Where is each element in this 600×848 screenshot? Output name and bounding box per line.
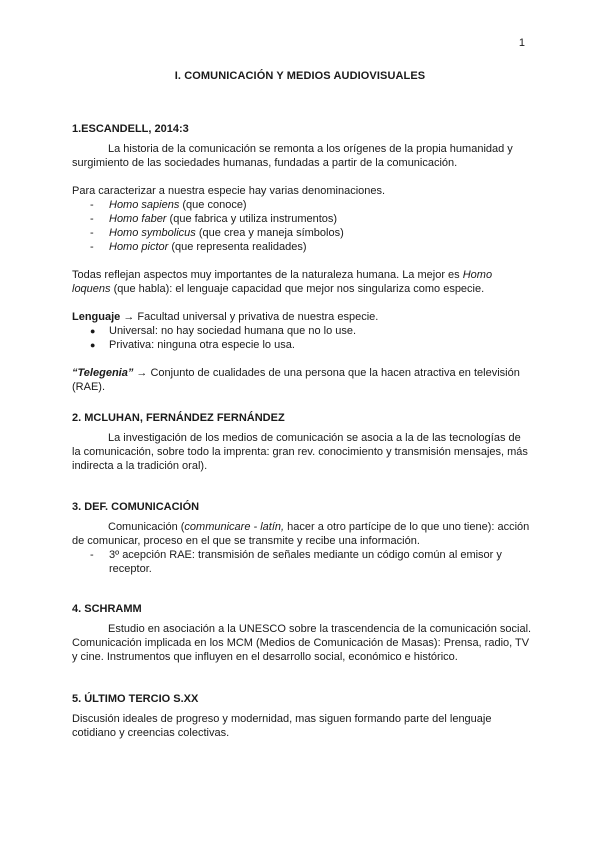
telegenia-definition: “Telegenia” → Conjunto de cualidades de una persona que la hacen atractiva en televisión (RAE). — [72, 367, 520, 393]
section-5 — [72, 692, 532, 740]
section-2-heading: 2. MCLUHAN, FERNÁNDEZ FERNÁNDEZ — [72, 412, 285, 424]
section-2 — [72, 411, 532, 473]
list-item: - Homo faber (que fabrica y utiliza instrumentos) — [90, 213, 338, 225]
list-item: - Homo symbolicus (que crea y maneja símbolos) — [90, 227, 344, 239]
section-1-heading: 1.ESCANDELL, 2014:3 — [72, 123, 189, 135]
document-title: I. COMUNICACIÓN Y MEDIOS AUDIOVISUALES — [174, 70, 426, 82]
denominations-list — [72, 198, 532, 254]
section-3-paragraph: Comunicación (communicare - latín, hacer a otro partícipe de lo que uno tiene): acción de comunicar, proceso en el que se transmite y recibe una información. — [72, 521, 530, 547]
lenguaje-definition: Lenguaje → Facultad universal y privativa de nuestra especie. — [72, 311, 379, 323]
section-1-paragraph-1: La historia de la comunicación se remonta a los orígenes de la propia humanidad y surgimiento de las sociedades humanas, fundadas a partir de la comunicación. — [72, 143, 513, 169]
section-2-paragraph: La investigación de los medios de comunicación se asocia a la de las tecnologías de la comunicación, sobre todo la imprenta: gran rev. conocimiento y transmisión mensajes, más indirecta a la tradición oral). — [72, 432, 528, 472]
section-3-list — [72, 548, 532, 576]
lenguaje-bullets — [72, 324, 532, 352]
section-4-paragraph: Estudio en asociación a la UNESCO sobre la trascendencia de la comunicación social. Comunicación implicada en los MCM (Medios de Comunicación de Masas): Prensa, radio, TV y cine. Instrumentos que influyen en el desarrollo social, económico e histórico. — [72, 623, 532, 663]
list-item: - 3º acepción RAE: transmisión de señales mediante un código común al emisor y receptor. — [90, 549, 502, 575]
section-1-paragraph-2: Para caracterizar a nuestra especie hay varias denominaciones. — [72, 185, 386, 197]
list-item: - Homo pictor (que representa realidades) — [90, 241, 307, 253]
list-item: ● Privativa: ninguna otra especie lo usa. — [90, 339, 295, 351]
list-item: - Homo sapiens (que conoce) — [90, 199, 247, 211]
section-4-heading: 4. SCHRAMM — [72, 603, 142, 615]
section-5-paragraph: Discusión ideales de progreso y modernidad, mas siguen formando parte del lenguaje cotidiano y creencias colectivas. — [72, 713, 492, 739]
page-number: 1 — [518, 37, 525, 49]
section-5-heading: 5. ÚLTIMO TERCIO S.XX — [72, 693, 199, 705]
section-3-heading: 3. DEF. COMUNICACIÓN — [72, 501, 200, 513]
section-1 — [72, 122, 532, 394]
section-1-paragraph-3: Todas reflejan aspectos muy importantes de la naturaleza humana. La mejor es Homo loquens (que habla): el lenguaje capacidad que mejor nos singulariza como especie. — [72, 269, 493, 295]
section-4 — [72, 602, 532, 664]
list-item: ● Universal: no hay sociedad humana que no lo use. — [90, 325, 357, 337]
section-3 — [72, 500, 532, 576]
